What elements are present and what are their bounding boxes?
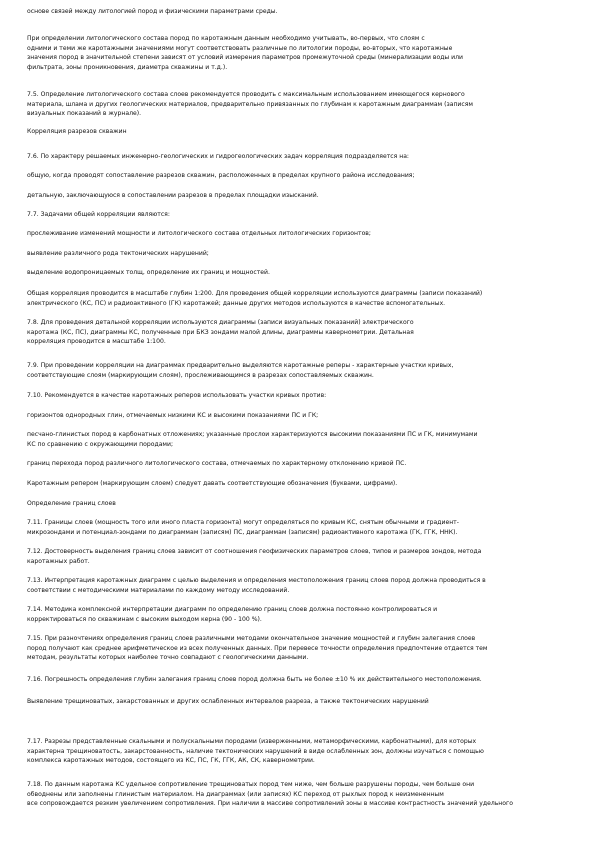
paragraph: выявление различного рода тектонических нарушений; (27, 250, 209, 257)
paragraph: 7.15. При разночтениях определения границ слоев различными методами окончательное значение мощностей и глубин залегания слоев пород получают как среднее арифметическое из всех полученных данных. При перевесе точности определения предпочтение отдается тем методам, результаты которых наиболее точно совпадают с геологическими данными. (27, 635, 488, 661)
paragraph: 7.5. Определение литологического состава слоев рекомендуется проводить с максимальным использованием имеющегося кернового материала, шлама и других геологических материалов, предварительно привязанных по глубинам к каротажным диаграммам (записям визуальных показаний в журнале). (27, 91, 473, 117)
paragraph: горизонтов однородных глин, отмечаемых низкими КС и высокими показаниями ПС и ГК; (27, 412, 319, 419)
paragraph: песчано-глинистых пород в карбонатных отложениях; указанные прослои характеризуются высокими показаниями ПС и ГК, минимумами КС по сравнению с окружающими породами; (27, 431, 478, 448)
paragraph: При определении литологического состава пород по каротажным данным необходимо учитывать, во-первых, что слоям с одними и теми же каротажными значениями могут соответствовать различные по литологии породы, во-вторых, что каротажные значения пород в значительной степени зависят от условий измерения параметров промежуточной среды (минерализации воды или фильтрата, зоны проникновения, диаметра скважины и т.д.). (27, 35, 463, 71)
section-heading: Определение границ слоев (27, 500, 116, 507)
paragraph: 7.7. Задачами общей корреляции являются: (27, 211, 170, 218)
paragraph: 7.11. Границы слоев (мощность того или иного пласта горизонта) могут определяться по кривым КС, снятым обычными и градиент- микрозондами и потенциал-зондами по диаграммам (записям) ПС, диаграммам (записям) радиоактивного каротажа (ГК, ГГК, ННК). (27, 519, 459, 536)
section-heading: Корреляция разрезов скважин (27, 128, 127, 135)
paragraph: 7.17. Разрезы представленные скальными и полускальными породами (изверженными, метаморфическими, карбонатными), для которых характерна трещиноватость, закарстованность, наличие тектонических нарушений в виде ослабленных зон, должны изучаться с помощью комплекса каротажных методов, состоящего из КС, ПС, ГК, ГГК, АК, СК, кавернометрии. (27, 738, 484, 764)
paragraph: 7.18. По данным каротажа КС удельное сопротивление трещиноватых пород тем ниже, чем больше разрушены породы, чем больше они обводнены или заполнены глинистым материалом. На диаграммах (или записях) КС переход от рыхлых пород к неизмененным все сопровождается резким увеличением сопротивления. При наличии в массиве сопротивлений зоны в массиве контрастность значений удельного (27, 781, 513, 807)
paragraph: детальную, заключающуюся в сопоставлении разрезов в пределах площадки изысканий. (27, 192, 319, 199)
paragraph: 7.16. Погрешность определения глубин залегания границ слоев пород должна быть не более ±10 % их действительного местоположения. (27, 676, 482, 683)
paragraph: прослеживание изменений мощности и литологического состава отдельных литологических горизонтов; (27, 230, 371, 237)
paragraph: 7.10. Рекомендуется в качестве каротажных реперов использовать участки кривых против: (27, 392, 327, 399)
paragraph: 7.9. При проведении корреляции на диаграммах предварительно выделяются каротажные реперы - характерные участки кривых, соответствующие слоям (маркирующим слоям), прослеживающимся в разрезах сопоставляемых скважин. (27, 362, 454, 379)
paragraph: общую, когда проводят сопоставление разрезов скважин, расположенных в пределах крупного района исследования; (27, 172, 415, 179)
section-heading: Выявление трещиноватых, закарстованных и других ослабленных интервалов разреза, а также тектонических нарушений (27, 698, 429, 705)
paragraph: 7.13. Интерпретация каротажных диаграмм с целью выделения и определения местоположения границ слоев пород должна проводиться в соответствии с методическими материалами по каждому методу исследований. (27, 577, 486, 594)
paragraph: основе связей между литологией пород и физическими параметрами среды. (27, 8, 278, 15)
paragraph: границ перехода пород различного литологического состава, отмечаемых по характерному отклонению кривой ПС. (27, 460, 407, 467)
paragraph: 7.14. Методика комплексной интерпретации диаграмм по определению границ слоев должна постоянно контролироваться и корректироваться по скважинам с высоким выходом керна (90 - 100 %). (27, 606, 438, 623)
paragraph: 7.8. Для проведения детальной корреляции используются диаграммы (записи визуальных показаний) электрического каротажа (КС, ПС), диаграммы КС, полученные при БКЗ зондами малой длины, диаграммы кавернометрии. Детальная корреляция проводится в масштабе 1:100. (27, 319, 414, 345)
paragraph: выделение водопроницаемых толщ, определение их границ и мощностей. (27, 269, 270, 276)
paragraph: Каротажным репером (маркирующим слоем) следует давать соответствующие обозначения (буквами, цифрами). (27, 480, 398, 487)
paragraph: 7.6. По характеру решаемых инженерно-геологических и гидрогеологических задач корреляция подразделяется на: (27, 153, 409, 160)
paragraph: 7.12. Достоверность выделения границ слоев зависит от соотношения геофизических параметров слоев, типов и размеров зондов, метода каротажных работ. (27, 548, 482, 565)
paragraph: Общая корреляция проводится в масштабе глубин 1:200. Для проведения общей корреляции используются диаграммы (записи показаний) электрического (КС, ПС) и радиоактивного (ГК) каротажей; данные других методов используются в качестве вспомогательных. (27, 290, 483, 307)
